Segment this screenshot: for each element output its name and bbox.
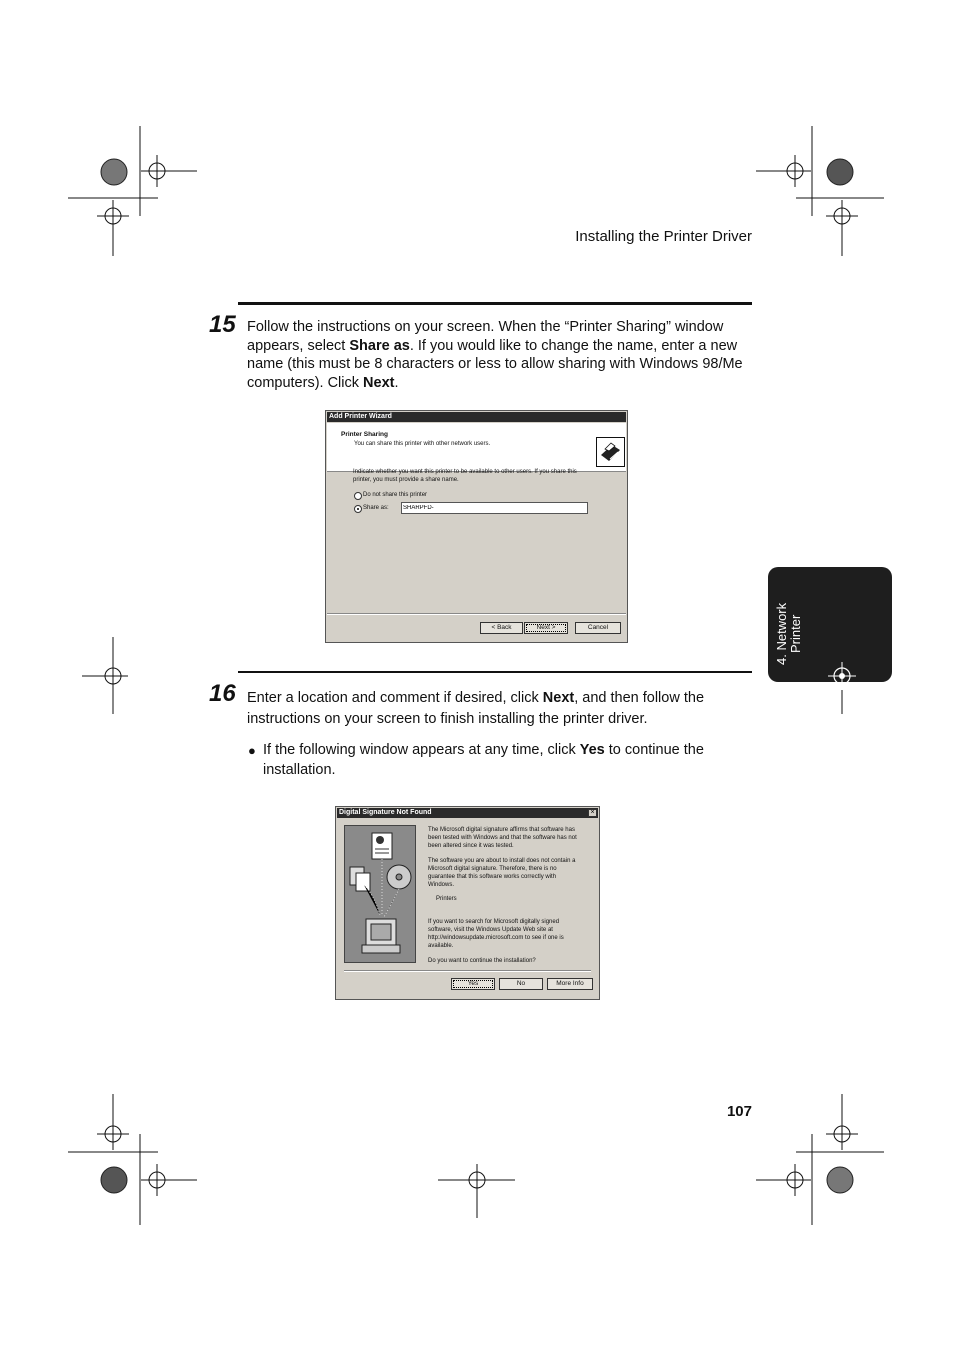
step-16-line-1: Enter a location and comment if desired, click Next, and then follow the [247, 690, 705, 706]
wizard-title-bar: Add Printer Wizard [327, 412, 626, 422]
step-16-rule [238, 671, 752, 673]
close-icon[interactable]: × [588, 809, 597, 817]
yes-button[interactable]: Yes [451, 978, 495, 990]
side-tab-line-1: 4. Network [774, 602, 789, 665]
step-15-text [247, 318, 752, 392]
signature-question: Do you want to continue the installation? [428, 958, 536, 964]
wizard-separator [327, 613, 626, 615]
page-number: 107 [726, 1103, 752, 1120]
share-as-label: Share as: [363, 505, 389, 511]
signature-title-bar: Digital Signature Not Found [337, 808, 598, 818]
back-button[interactable]: < Back [480, 622, 523, 634]
digital-signature-dialog: Digital Signature Not Found × The Microsoft digital signature affirms that software has been tested with Windows and that the software has not been altered since it was tested. The software you are about to install does not contain a Microsoft digital signature. Therefore, there is no guarantee that this software works correctly with Windows. Printers If you want to search for Microsoft digitally signed software, visit the Windows Update Web site at http://windowsupdate.microsoft.com to see if one is available. Do you want to continue the installation? Yes No More Info [335, 806, 600, 1000]
next-button[interactable]: Next > [524, 622, 568, 634]
side-tab-line-2: Printer [788, 614, 803, 653]
bullet-text [263, 741, 753, 780]
share-name-input[interactable] [401, 502, 588, 514]
wizard-subheading: You can share this printer with other network users. [354, 441, 491, 447]
bullet-line-1: If the following window appears at any time, click Yes to continue the [263, 742, 704, 758]
wizard-intro-line-1: Indicate whether you want this printer to be available to other users. If you share this [353, 469, 577, 475]
step-15-number: 15 [209, 311, 236, 338]
step-15-rule [238, 302, 752, 305]
no-button[interactable]: No [499, 978, 543, 990]
step-15-line-2: appears, select Share as. If you would like to change the name, enter a new [247, 337, 738, 354]
step-15-line-3: name (this must be 8 characters or less to allow sharing with Windows 98/Me [247, 356, 743, 372]
signature-item-printers: Printers [436, 896, 457, 902]
signature-illustration [344, 825, 416, 963]
do-not-share-radio[interactable] [354, 492, 362, 500]
step-16-line-2: instructions on your screen to finish installing the printer driver. [247, 711, 648, 727]
side-tab-registration-mark [828, 662, 856, 690]
step-16-number: 16 [209, 680, 236, 707]
signature-separator [344, 970, 591, 972]
bullet-dot: ● [248, 743, 256, 758]
step-16-text [247, 688, 752, 730]
share-as-radio[interactable] [354, 505, 362, 513]
running-header: Installing the Printer Driver [575, 228, 752, 245]
step-15-line-4: computers). Click Next. [247, 374, 399, 391]
add-printer-wizard-dialog [325, 410, 628, 643]
step-15-line-1: Follow the instructions on your screen. When the “Printer Sharing” window [247, 319, 724, 335]
cancel-button[interactable]: Cancel [575, 622, 621, 634]
do-not-share-label: Do not share this printer [363, 492, 428, 498]
wizard-heading: Printer Sharing [341, 431, 388, 438]
wizard-header-panel [327, 423, 626, 472]
wizard-intro-line-2: printer, you must provide a share name. [353, 477, 459, 483]
more-info-button[interactable]: More Info [547, 978, 593, 990]
bullet-line-2: installation. [263, 761, 336, 778]
printer-icon [596, 437, 625, 467]
